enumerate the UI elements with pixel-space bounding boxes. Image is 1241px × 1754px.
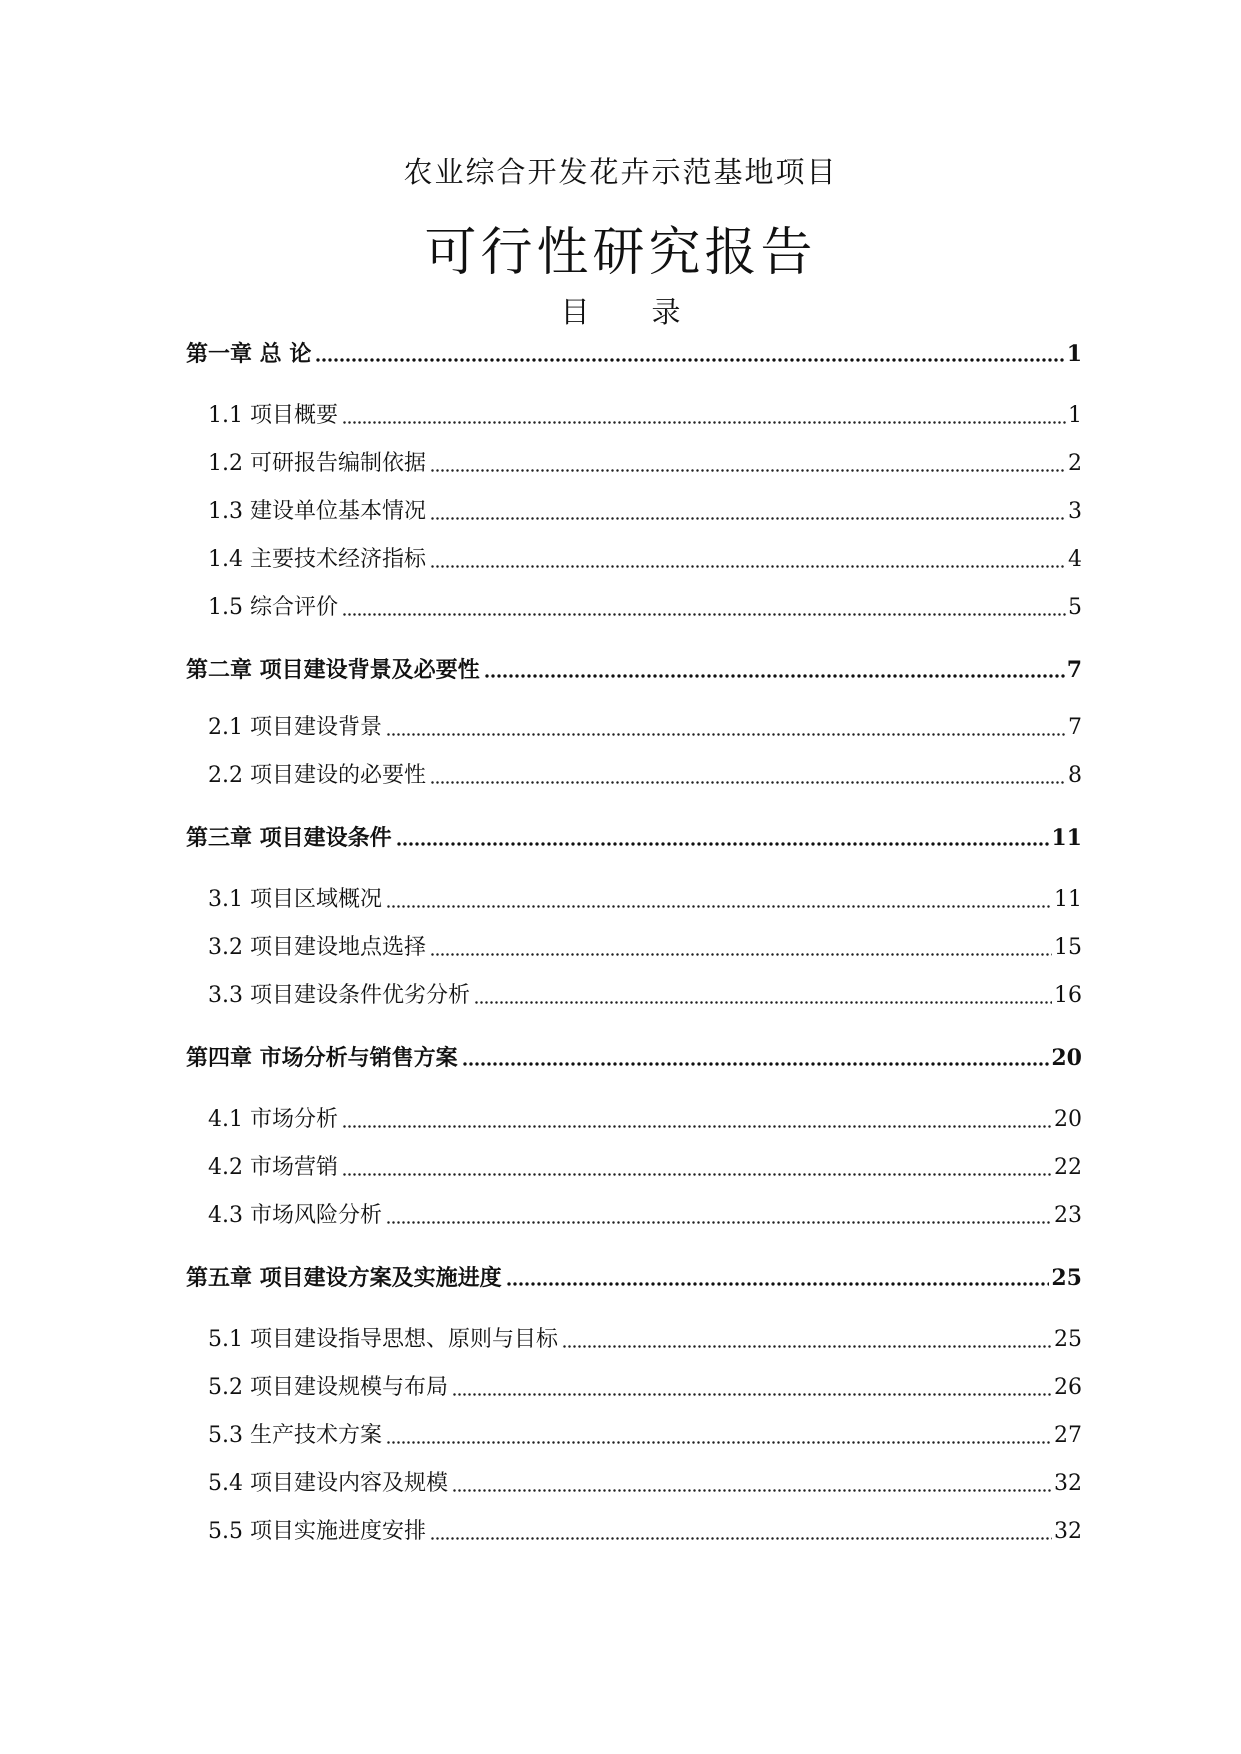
- toc-section-entry[interactable]: [208, 1153, 1082, 1183]
- toc-chapter-entry[interactable]: [186, 1263, 1082, 1293]
- toc-entry-page-number: 25: [1054, 1327, 1082, 1352]
- toc-dot-leader: [452, 1373, 1052, 1397]
- toc-section-entry[interactable]: [208, 933, 1082, 963]
- toc-entry-label: 第二章 项目建设背景及必要性: [186, 658, 480, 683]
- toc-entry-page-number: 5: [1068, 595, 1082, 620]
- toc-dot-leader: [462, 1043, 1050, 1067]
- toc-section-entry[interactable]: [208, 1201, 1082, 1231]
- toc-section-entry[interactable]: [208, 885, 1082, 915]
- toc-dot-leader: [396, 823, 1050, 847]
- toc-entry-page-number: 3: [1068, 499, 1082, 524]
- toc-entry-page-number: 32: [1054, 1471, 1082, 1496]
- toc-entry-label: 1.2 可研报告编制依据: [208, 451, 426, 476]
- toc-section-entry[interactable]: [208, 545, 1082, 575]
- toc-entry-label: 5.4 项目建设内容及规模: [208, 1471, 448, 1496]
- toc-entry-page-number: 26: [1054, 1375, 1082, 1400]
- toc-entry-label: 4.1 市场分析: [208, 1107, 338, 1132]
- toc-entry-label: 4.3 市场风险分析: [208, 1203, 382, 1228]
- toc-dot-leader: [342, 593, 1066, 617]
- toc-chapter-entry[interactable]: [186, 1043, 1082, 1073]
- toc-entry-page-number: 7: [1066, 657, 1082, 683]
- toc-section-entry[interactable]: [208, 1469, 1082, 1499]
- toc-entry-page-number: 15: [1054, 935, 1082, 960]
- toc-dot-leader: [386, 1201, 1052, 1225]
- toc-dot-leader: [506, 1263, 1050, 1287]
- toc-entry-label: 1.1 项目概要: [208, 403, 338, 428]
- toc-section-entry[interactable]: [208, 1325, 1082, 1355]
- toc-dot-leader: [342, 1153, 1052, 1177]
- toc-chapter-entry[interactable]: [186, 655, 1082, 685]
- toc-dot-leader: [562, 1325, 1052, 1349]
- toc-entry-page-number: 1: [1068, 403, 1082, 428]
- toc-entry-label: 5.5 项目实施进度安排: [208, 1519, 426, 1544]
- toc-section-entry[interactable]: [208, 761, 1082, 791]
- toc-section-entry[interactable]: [208, 1105, 1082, 1135]
- toc-entry-page-number: 7: [1068, 715, 1082, 740]
- toc-dot-leader: [452, 1469, 1052, 1493]
- toc-entry-label: 3.1 项目区域概况: [208, 887, 382, 912]
- toc-entry-label: 3.2 项目建设地点选择: [208, 935, 426, 960]
- toc-dot-leader: [430, 497, 1066, 521]
- toc-entry-page-number: 2: [1068, 451, 1082, 476]
- toc-section-entry[interactable]: [208, 1373, 1082, 1403]
- toc-entry-page-number: 11: [1054, 887, 1082, 912]
- toc-dot-leader: [430, 761, 1066, 785]
- toc-entry-label: 2.2 项目建设的必要性: [208, 763, 426, 788]
- toc-dot-leader: [386, 713, 1066, 737]
- toc-entry-label: 1.4 主要技术经济指标: [208, 547, 426, 572]
- toc-entry-page-number: 8: [1068, 763, 1082, 788]
- toc-entry-label: 第四章 市场分析与销售方案: [186, 1046, 458, 1071]
- toc-entry-page-number: 25: [1051, 1265, 1082, 1291]
- toc-section-entry[interactable]: [208, 449, 1082, 479]
- toc-section-entry[interactable]: [208, 401, 1082, 431]
- toc-entry-page-number: 20: [1054, 1107, 1082, 1132]
- toc-entry-label: 5.1 项目建设指导思想、原则与目标: [208, 1327, 558, 1352]
- toc-entry-label: 5.3 生产技术方案: [208, 1423, 382, 1448]
- toc-entry-label: 第三章 项目建设条件: [186, 826, 392, 851]
- toc-section-entry[interactable]: [208, 497, 1082, 527]
- toc-entry-page-number: 27: [1054, 1423, 1082, 1448]
- toc-dot-leader: [430, 545, 1066, 569]
- toc-entry-label: 1.5 综合评价: [208, 595, 338, 620]
- toc-dot-leader: [430, 449, 1066, 473]
- toc-entry-page-number: 16: [1054, 983, 1082, 1008]
- document-subtitle: 农业综合开发花卉示范基地项目: [403, 155, 838, 189]
- toc-section-entry[interactable]: [208, 713, 1082, 743]
- toc-dot-leader: [315, 339, 1064, 363]
- toc-entry-page-number: 32: [1054, 1519, 1082, 1544]
- toc-dot-leader: [430, 1517, 1052, 1541]
- toc-section-entry[interactable]: [208, 1517, 1082, 1547]
- toc-dot-leader: [386, 885, 1052, 909]
- toc-heading: 目录: [560, 295, 743, 329]
- toc-entry-label: 4.2 市场营销: [208, 1155, 338, 1180]
- toc-chapter-entry[interactable]: [186, 823, 1082, 853]
- toc-dot-leader: [342, 1105, 1052, 1129]
- toc-dot-leader: [342, 401, 1066, 425]
- toc-entry-page-number: 1: [1066, 341, 1082, 367]
- toc-dot-leader: [430, 933, 1052, 957]
- toc-entry-label: 第一章 总 论: [186, 342, 312, 367]
- toc-entry-page-number: 4: [1068, 547, 1082, 572]
- document-title: 可行性研究报告: [424, 223, 817, 283]
- toc-dot-leader: [386, 1421, 1052, 1445]
- toc-entry-label: 2.1 项目建设背景: [208, 715, 382, 740]
- toc-chapter-entry[interactable]: [186, 339, 1082, 369]
- toc-section-entry[interactable]: [208, 1421, 1082, 1451]
- toc-entry-label: 第五章 项目建设方案及实施进度: [186, 1266, 502, 1291]
- toc-entry-label: 1.3 建设单位基本情况: [208, 499, 426, 524]
- toc-entry-page-number: 20: [1051, 1045, 1082, 1071]
- toc-dot-leader: [474, 981, 1052, 1005]
- toc-dot-leader: [484, 655, 1065, 679]
- toc-entry-label: 3.3 项目建设条件优劣分析: [208, 983, 470, 1008]
- toc-entry-page-number: 22: [1054, 1155, 1082, 1180]
- toc-section-entry[interactable]: [208, 593, 1082, 623]
- toc-entry-label: 5.2 项目建设规模与布局: [208, 1375, 448, 1400]
- toc-section-entry[interactable]: [208, 981, 1082, 1011]
- toc-entry-page-number: 11: [1051, 825, 1082, 851]
- toc-entry-page-number: 23: [1054, 1203, 1082, 1228]
